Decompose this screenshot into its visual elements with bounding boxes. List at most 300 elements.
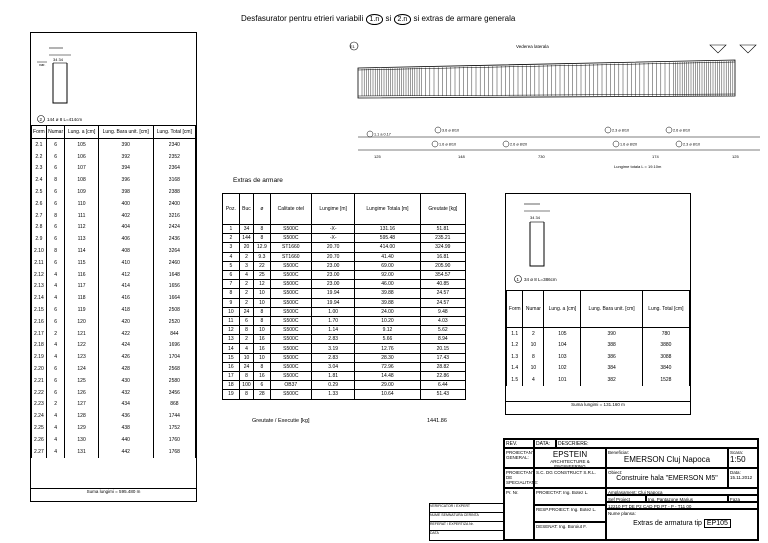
table-cell: 11	[223, 316, 240, 325]
table-row	[32, 351, 196, 363]
table-cell: 121	[65, 328, 98, 340]
callout-circle	[676, 141, 682, 147]
table-row	[223, 225, 466, 234]
table-cell: 17	[223, 372, 240, 381]
table-cell: 6	[254, 381, 270, 390]
table-cell: 400	[98, 198, 153, 210]
table-row	[32, 151, 196, 163]
table-cell: 2.23	[32, 399, 47, 411]
title-block	[503, 438, 759, 541]
table-cell: 2.7	[32, 210, 47, 222]
table-cell: 442	[98, 446, 153, 458]
table-row	[223, 261, 466, 270]
table-cell: 8	[239, 390, 254, 399]
table-row	[32, 257, 196, 269]
table-cell: 430	[98, 375, 153, 387]
table-cell: 19	[223, 390, 240, 399]
table-cell: 116	[65, 269, 98, 281]
table-cell: 2.18	[32, 340, 47, 352]
table-row	[32, 340, 196, 352]
table-cell: 46.00	[355, 280, 420, 289]
designed-label: PROIECTAT:	[536, 490, 562, 495]
firm-name: EPSTEIN	[552, 450, 588, 459]
table-cell: 420	[98, 316, 153, 328]
callout-circle	[605, 127, 611, 133]
table-cell: 19.94	[312, 298, 355, 307]
table-cell: 20.70	[312, 243, 355, 252]
table-cell: 1.2	[507, 340, 523, 352]
table-cell: 119	[65, 304, 98, 316]
extras-title: Extras de armare	[233, 177, 283, 184]
table-cell: 416	[98, 292, 153, 304]
table-cell: 412	[98, 269, 153, 281]
specialty-line-1: PROIECTANT DE	[506, 470, 535, 480]
verification-line-4: DATA	[430, 531, 439, 535]
table-row	[223, 280, 466, 289]
table-row	[223, 243, 466, 252]
table-cell: 780	[642, 328, 689, 340]
table-cell: OB37	[270, 381, 312, 390]
table-cell: 424	[98, 340, 153, 352]
table-cell: 3168	[153, 174, 195, 186]
company-name: S.C. DG CONSTRUCT S.R.L.	[534, 468, 606, 488]
drawn-value: Ing. Boroiut F.	[558, 524, 587, 529]
beneficiary	[606, 448, 728, 468]
col-header: Lung. Total [cm]	[642, 291, 689, 328]
col-header: Greutate [kg]	[420, 194, 465, 225]
table-cell: S500C	[270, 362, 312, 371]
table-cell: 235.21	[420, 234, 465, 243]
table-cell: 8	[254, 316, 270, 325]
table-cell: 1.5	[507, 374, 523, 386]
table-cell: S500C	[270, 225, 312, 234]
firm-subtitle: ARCHITECTURE & ENGINEERING	[550, 459, 590, 469]
table-cell: 10	[254, 353, 270, 362]
table-cell: 105	[544, 328, 581, 340]
beam-view-label: Vederea laterala	[516, 44, 549, 49]
scale-value: 1:50	[730, 455, 746, 464]
table-row	[32, 410, 196, 422]
table-cell: 16	[223, 362, 240, 371]
col-header: Form	[32, 126, 47, 139]
table-cell: 4	[523, 374, 544, 386]
table-cell: 2.22	[32, 387, 47, 399]
table-cell: 128	[65, 410, 98, 422]
table-cell: 124	[65, 363, 98, 375]
table-cell: 102	[544, 363, 581, 375]
stirrup-1-circle: 1.n	[366, 14, 384, 25]
table-cell: 13	[223, 335, 240, 344]
callout-label: 2.3 ø 8/10	[683, 142, 701, 147]
responsible-label: RESP.PROIECT:	[536, 507, 570, 512]
specialty-line-2: SPECIALITATE:	[506, 480, 539, 485]
table-cell: 2424	[153, 222, 195, 234]
table-cell: 114	[65, 245, 98, 257]
table-row	[223, 326, 466, 335]
table-cell: 8	[254, 307, 270, 316]
table-cell: 3.04	[312, 362, 355, 371]
table-cell: 3	[239, 261, 254, 270]
stirrup-1-sum: Suma lungimi = 131.160 m	[506, 401, 690, 407]
table-cell: 92.00	[355, 270, 420, 279]
table-cell: 4	[46, 422, 65, 434]
table-cell: 394	[98, 163, 153, 175]
table-row	[223, 270, 466, 279]
table-cell: 18	[223, 381, 240, 390]
table-row	[32, 316, 196, 328]
table-cell: 103	[544, 351, 581, 363]
table-cell: 1.70	[312, 316, 355, 325]
table-cell: 1656	[153, 281, 195, 293]
table-cell: 8	[523, 351, 544, 363]
table-row	[223, 289, 466, 298]
table-cell: S500C	[270, 335, 312, 344]
table-cell: 1.33	[312, 390, 355, 399]
col-header: Numar	[523, 291, 544, 328]
table-row	[32, 174, 196, 186]
table-cell: 12.9	[254, 243, 270, 252]
table-cell: 2	[239, 289, 254, 298]
table-cell: 1704	[153, 351, 195, 363]
col-header: Lung. a [cm]	[65, 126, 98, 139]
fig-dims: 34 34	[530, 215, 541, 220]
table-row	[32, 139, 196, 151]
table-cell: 23.00	[312, 261, 355, 270]
table-row	[223, 307, 466, 316]
table-cell: 72.96	[355, 362, 420, 371]
table-cell: 101	[544, 374, 581, 386]
stirrup-1-schedule	[505, 193, 691, 415]
table-cell: 22	[254, 261, 270, 270]
table-cell: 1.4	[507, 363, 523, 375]
table-cell: 51.81	[420, 225, 465, 234]
callout-circle	[432, 141, 438, 147]
col-header: Lungime Totala [m]	[355, 194, 420, 225]
table-cell: 20.70	[312, 252, 355, 261]
table-cell: S500C	[270, 326, 312, 335]
date-value: 15.11.2012	[730, 475, 753, 480]
beam-total-length: Lungime totala L = 19.10m	[614, 164, 662, 169]
table-cell: 2	[239, 335, 254, 344]
table-cell: 2.26	[32, 434, 47, 446]
table-cell: 844	[153, 328, 195, 340]
stirrup-1-table	[506, 290, 690, 386]
extras-table	[222, 193, 466, 400]
table-cell: 2580	[153, 375, 195, 387]
col-header: Numar	[46, 126, 65, 139]
fig-circle-number: 1	[516, 277, 520, 282]
table-cell: 2508	[153, 304, 195, 316]
project-number-label: Pr. Nr.	[504, 488, 534, 540]
col-header: Lung. Total [cm]	[153, 126, 195, 139]
table-cell: 6	[223, 270, 240, 279]
table-cell: 7	[223, 280, 240, 289]
table-cell: 2.2	[32, 151, 47, 163]
table-cell: 29.00	[355, 381, 420, 390]
table-cell: 100	[239, 381, 254, 390]
table-cell: 14.48	[355, 372, 420, 381]
dimension-text: 730	[538, 154, 545, 159]
table-cell: 2.16	[32, 316, 47, 328]
table-cell: 104	[544, 340, 581, 352]
table-cell: 2.14	[32, 292, 47, 304]
col-header: Poz.	[223, 194, 240, 225]
table-cell: 115	[65, 257, 98, 269]
table-cell: 1.81	[312, 372, 355, 381]
dimension-texts	[374, 154, 739, 159]
table-cell: 354.57	[420, 270, 465, 279]
table-row	[507, 363, 690, 375]
table-cell: 382	[581, 374, 642, 386]
table-cell: 6	[239, 316, 254, 325]
table-cell: 205.90	[420, 261, 465, 270]
table-row	[223, 362, 466, 371]
dimension-text: 174	[652, 154, 659, 159]
table-cell: 2.1	[32, 139, 47, 151]
table-cell: 2.25	[32, 422, 47, 434]
table-cell: 16	[254, 372, 270, 381]
stirrup-2-circle: 2.n	[394, 14, 412, 25]
table-cell: 117	[65, 281, 98, 293]
table-cell: 69.00	[355, 261, 420, 270]
table-row	[223, 353, 466, 362]
table-row	[32, 304, 196, 316]
total-label: Greutate / Executie [kg]	[252, 418, 310, 424]
table-cell: 1696	[153, 340, 195, 352]
table-cell: 2.5	[32, 186, 47, 198]
table-cell: 20	[239, 243, 254, 252]
table-row	[32, 434, 196, 446]
table-cell: 432	[98, 387, 153, 399]
table-cell: 404	[98, 222, 153, 234]
table-cell: 2	[523, 328, 544, 340]
callout-label: 2.3 ø 8/10	[612, 128, 630, 133]
table-row	[223, 298, 466, 307]
fig-circle-number: 2	[39, 117, 43, 122]
table-cell: 2.13	[32, 281, 47, 293]
table-row	[32, 186, 196, 198]
object-value: Construire hala "EMERSON M5"	[616, 475, 718, 482]
table-cell: 118	[65, 292, 98, 304]
callout-label: 1.6 ø 8/10	[439, 142, 457, 147]
table-cell: 130	[65, 434, 98, 446]
table-cell: 2340	[153, 139, 195, 151]
table-cell: 113	[65, 233, 98, 245]
table-cell: 2.8	[32, 222, 47, 234]
table-cell: 12	[223, 326, 240, 335]
table-cell: 12.76	[355, 344, 420, 353]
table-row	[223, 234, 466, 243]
table-cell: 6	[46, 222, 65, 234]
table-cell: 131.16	[355, 225, 420, 234]
table-cell: 24.57	[420, 289, 465, 298]
table-cell: 10	[523, 363, 544, 375]
table-cell: 392	[98, 151, 153, 163]
beneficiary-value: EMERSON Cluj Napoca	[623, 455, 711, 464]
project-responsible	[534, 505, 606, 522]
table-cell: 10	[254, 289, 270, 298]
table-cell: 414.00	[355, 243, 420, 252]
callout-circle	[613, 141, 619, 147]
table-cell: 402	[98, 210, 153, 222]
table-cell: 110	[65, 198, 98, 210]
table-cell: 2568	[153, 363, 195, 375]
col-header: Lung. Bara unit. [cm]	[581, 291, 642, 328]
table-row	[507, 374, 690, 386]
table-cell: 3840	[642, 363, 689, 375]
table-cell: 2.27	[32, 446, 47, 458]
table-cell: 16	[254, 344, 270, 353]
location: Amplasament: Cluj Napoca	[606, 488, 758, 495]
table-cell: 6	[46, 387, 65, 399]
table-cell: 4.03	[420, 316, 465, 325]
table-cell: 10	[254, 298, 270, 307]
table-cell: 8	[254, 234, 270, 243]
stirrup-lines	[362, 61, 733, 96]
table-cell: 111	[65, 210, 98, 222]
table-cell: 6	[46, 375, 65, 387]
table-cell: 2.19	[32, 351, 47, 363]
description-label: DESCRIERE:	[556, 439, 758, 448]
col-header: ø	[254, 194, 270, 225]
table-cell: 408	[98, 245, 153, 257]
table-cell: 1752	[153, 422, 195, 434]
table-cell: 25	[254, 270, 270, 279]
table-cell: 122	[65, 340, 98, 352]
table-cell: S500C	[270, 298, 312, 307]
table-cell: 406	[98, 233, 153, 245]
table-row	[223, 252, 466, 261]
table-cell: 2	[239, 298, 254, 307]
table-cell: 9.3	[254, 252, 270, 261]
table-cell: 2.24	[32, 410, 47, 422]
table-cell: 390	[98, 139, 153, 151]
verification-line-2: NUME SEMNATURA CERINTA	[430, 513, 504, 522]
table-cell: 4	[223, 252, 240, 261]
table-cell: -X-	[312, 225, 355, 234]
table-cell: 9.12	[355, 326, 420, 335]
table-cell: 414	[98, 281, 153, 293]
table-cell: 129	[65, 422, 98, 434]
codes: 12210 PT DE P2 CAD PD PT - P - T11 00	[606, 502, 758, 509]
table-cell: 434	[98, 399, 153, 411]
project-lead-label: Sef Proiect	[606, 495, 646, 502]
table-row	[32, 198, 196, 210]
stirrup-2-sum: Suma lungimi = 595.480 m	[31, 488, 196, 494]
verification-box	[429, 503, 505, 541]
table-row	[32, 363, 196, 375]
table-cell: 10.64	[355, 390, 420, 399]
table-row	[32, 233, 196, 245]
table-cell: 1664	[153, 292, 195, 304]
table-cell: 8	[239, 326, 254, 335]
table-row	[32, 446, 196, 458]
table-cell: -X-	[312, 234, 355, 243]
table-cell: 5.66	[355, 335, 420, 344]
table-cell: 125	[65, 375, 98, 387]
table-cell: 3456	[153, 387, 195, 399]
col-header: Calitate otel	[270, 194, 312, 225]
table-cell: 20.15	[420, 344, 465, 353]
table-cell: S500C	[270, 390, 312, 399]
callout-circle	[503, 141, 509, 147]
verification-line-1: VERIFICATOR / EXPERT	[430, 504, 504, 513]
table-cell: 3088	[642, 351, 689, 363]
table-cell: 10	[223, 307, 240, 316]
col-header: Lungime [m]	[312, 194, 355, 225]
table-cell: 108	[65, 174, 98, 186]
specialty-designer-label	[504, 468, 539, 488]
table-cell: 2.3	[32, 163, 47, 175]
table-cell: 8.94	[420, 335, 465, 344]
table-cell: 6	[46, 139, 65, 151]
fig-label: 34 ø 8 L=386cm	[524, 277, 557, 282]
table-row	[32, 269, 196, 281]
table-cell: 1.1	[507, 328, 523, 340]
callout-label: 3.6 ø 8/10	[442, 128, 460, 133]
table-cell: 9.48	[420, 307, 465, 316]
table-cell: 4	[46, 292, 65, 304]
scale	[728, 448, 758, 468]
scale-label: Scara:	[730, 450, 744, 455]
table-cell: 9	[223, 298, 240, 307]
stirrup-2-schedule	[30, 32, 197, 502]
table-row	[32, 387, 196, 399]
table-cell: 2.21	[32, 375, 47, 387]
table-cell: 4	[239, 270, 254, 279]
table-cell: 120	[65, 316, 98, 328]
table-cell: 6	[46, 257, 65, 269]
table-cell: 398	[98, 186, 153, 198]
table-row	[507, 340, 690, 352]
table-cell: 2436	[153, 233, 195, 245]
dimension-text: 148	[458, 154, 465, 159]
table-cell: 6	[46, 151, 65, 163]
table-cell: 23.00	[312, 280, 355, 289]
table-cell: 28.82	[420, 362, 465, 371]
table-cell: S500C	[270, 307, 312, 316]
table-cell: S500C	[270, 289, 312, 298]
table-cell: 8	[46, 210, 65, 222]
table-cell: 34	[239, 225, 254, 234]
rev-label: REV.	[504, 439, 534, 448]
table-cell: 39.88	[355, 289, 420, 298]
table-cell: 595.48	[355, 234, 420, 243]
stirrup-2-drawing	[31, 33, 196, 125]
table-cell: 2	[239, 280, 254, 289]
verification-line-3: REFERAT / EXPERTIZA Nr.	[430, 522, 504, 531]
fig-side-label: var.	[39, 62, 46, 67]
table-cell: 390	[581, 328, 642, 340]
col-header: Form	[507, 291, 523, 328]
beam-mark: E1	[350, 44, 355, 49]
fig-label: 144 ø 8 L=414cm	[47, 117, 83, 122]
table-cell: 440	[98, 434, 153, 446]
table-cell: 19.94	[312, 289, 355, 298]
table-cell: 1744	[153, 410, 195, 422]
table-cell: 386	[581, 351, 642, 363]
phase-label: Faza	[728, 495, 758, 502]
stirrup-1-rows	[507, 328, 690, 386]
table-cell: 1648	[153, 269, 195, 281]
table-cell: 106	[65, 151, 98, 163]
table-cell: 2.83	[312, 335, 355, 344]
table-cell: 8	[46, 174, 65, 186]
callout-circle	[367, 131, 373, 137]
callout-circle	[666, 127, 672, 133]
callout-circle	[435, 127, 441, 133]
table-cell: 5	[223, 261, 240, 270]
